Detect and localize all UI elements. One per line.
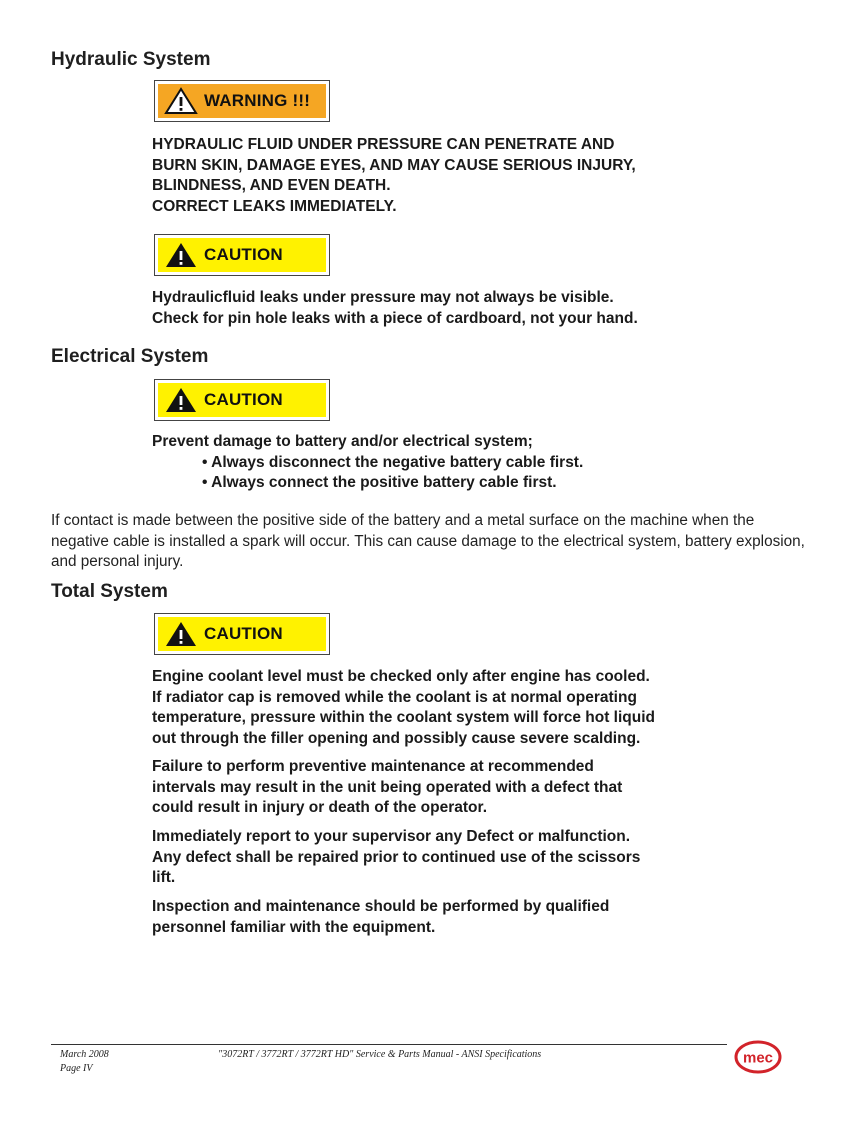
caution-triangle-icon (164, 620, 198, 648)
electrical-paragraph: If contact is made between the positive side of the battery and a metal surface on the machine when the negative cable is installed a spark will occur. This can cause damage to the electrical system, battery explosion, and personal injury. (51, 512, 805, 570)
text-line: HYDRAULIC FLUID UNDER PRESSURE CAN PENETRATE AND (152, 136, 615, 153)
text-line: Immediately report to your supervisor any Defect or malfunction. (152, 828, 631, 845)
text-line: Hydraulicfluid leaks under pressure may not always be visible. (152, 289, 614, 306)
electrical-caution-text (152, 432, 583, 494)
mec-logo-icon (734, 1039, 782, 1075)
text-line: lift. (152, 869, 176, 887)
caution-label-text: CAUTION (204, 245, 283, 264)
text-line: Prevent damage to battery and/or electrical system; (152, 433, 533, 450)
list-item: • Always connect the positive battery cable first. (202, 474, 557, 492)
caution-label (154, 379, 330, 421)
total-paragraph-1 (152, 667, 655, 750)
section-title-total: Total System (51, 581, 168, 602)
caution-label-text: CAUTION (204, 624, 283, 643)
footer-page-number: Page IV (60, 1063, 93, 1074)
list-item: • Always disconnect the negative battery cable first. (202, 453, 584, 471)
caution-label (154, 234, 330, 276)
caution-label-text: CAUTION (204, 390, 283, 409)
text-line: BLINDNESS, AND EVEN DEATH. (152, 177, 391, 195)
hydraulic-caution-text (152, 288, 638, 329)
footer-divider (51, 1044, 727, 1045)
section-title-hydraulic: Hydraulic System (51, 49, 211, 70)
text-line: Failure to perform preventive maintenance at recommended (152, 758, 594, 775)
total-paragraph-4 (152, 897, 609, 938)
text-line: Check for pin hole leaks with a piece of cardboard, not your hand. (152, 309, 638, 327)
footer-date: March 2008 (60, 1049, 109, 1060)
section-title-electrical: Electrical System (51, 346, 209, 367)
caution-triangle-icon (164, 386, 198, 414)
text-line: out through the filler opening and possibly cause severe scalding. (152, 730, 641, 748)
text-line: intervals may result in the unit being operated with a defect that (152, 778, 623, 796)
text-line: Engine coolant level must be checked only after engine has cooled. (152, 668, 650, 685)
text-line: personnel familiar with the equipment. (152, 918, 436, 936)
warning-label-text: WARNING !!! (204, 91, 311, 110)
text-line: temperature, pressure within the coolant system will force hot liquid (152, 709, 655, 727)
hydraulic-warning-text (152, 135, 636, 218)
logo-text: mec (742, 1049, 774, 1067)
text-line: CORRECT LEAKS IMMEDIATELY. (152, 198, 397, 216)
text-line: BURN SKIN, DAMAGE EYES, AND MAY CAUSE SERIOUS INJURY, (152, 156, 636, 174)
total-paragraph-2 (152, 757, 622, 819)
caution-triangle-icon (164, 241, 198, 269)
footer-manual-title: "3072RT / 3772RT / 3772RT HD" Service & Parts Manual - ANSI Specifications (218, 1049, 542, 1060)
text-line: If radiator cap is removed while the coolant is at normal operating (152, 688, 637, 706)
text-line: Any defect shall be repaired prior to continued use of the scissors (152, 848, 641, 866)
warning-label (154, 80, 330, 122)
total-paragraph-3 (152, 827, 640, 889)
warning-triangle-icon (164, 87, 198, 115)
text-line: Inspection and maintenance should be performed by qualified (152, 898, 610, 915)
caution-label (154, 613, 330, 655)
text-line: could result in injury or death of the operator. (152, 799, 488, 817)
